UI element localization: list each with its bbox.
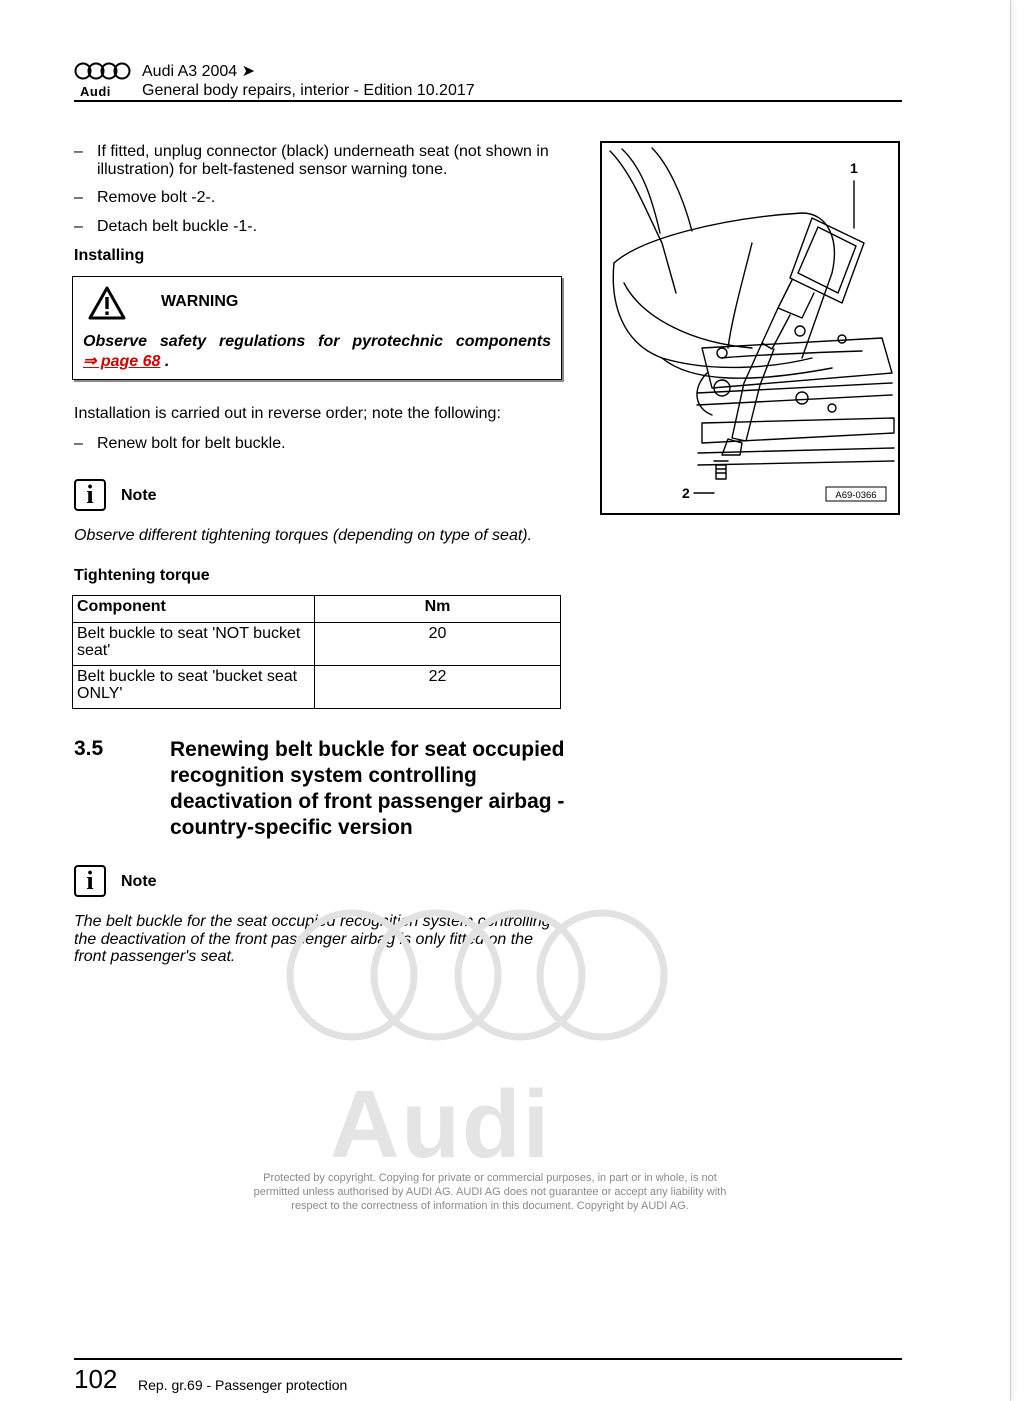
- figure-code: A69-0366: [835, 490, 877, 501]
- watermark-wordmark: Audi: [330, 1071, 552, 1178]
- torque-heading: Tightening torque: [74, 567, 210, 584]
- section-number: 3.5: [74, 737, 104, 760]
- step-dash: –: [74, 435, 83, 452]
- manual-subtitle: General body repairs, interior - Edition 10.2017: [142, 82, 475, 99]
- section-title: Renewing belt buckle for seat occupied recognition system controlling deactivation of front passenger airbag - country-specific version: [170, 738, 565, 839]
- step-dash: –: [74, 218, 83, 235]
- warning-text: Observe safety regulations for pyrotechnic components: [83, 333, 551, 350]
- cell-component: Belt buckle to seat 'NOT bucket seat': [73, 623, 315, 666]
- step-text: If fitted, unplug connector (black) underneath seat (not shown in illustration) for belt-fastened sensor warning tone.: [97, 143, 549, 178]
- cell-nm: 20: [315, 623, 561, 666]
- step-remove-bolt: [74, 189, 564, 207]
- page-68-link[interactable]: ⇒ page 68: [83, 353, 161, 370]
- audi-rings-logo: [74, 61, 132, 81]
- step-unplug-connector: [74, 143, 564, 179]
- note-label: Note: [121, 487, 157, 504]
- warning-link-suffix: .: [164, 353, 170, 370]
- manual-title: Audi A3 2004 ➤: [142, 63, 256, 80]
- installing-heading: Installing: [74, 247, 145, 264]
- step-text: Detach belt buckle -1-.: [97, 218, 258, 235]
- table-row: [73, 666, 561, 709]
- note-info-icon: i: [74, 865, 106, 897]
- step-dash: –: [74, 143, 83, 160]
- step-renew-bolt: [74, 435, 564, 453]
- watermark-rings-icon: [280, 905, 672, 1045]
- note-info-icon: i: [74, 479, 106, 511]
- copyright-notice: Protected by copyright. Copying for private or commercial purposes, in part or in whole, is not permitted unless authorised by AUDI AG. AUDI AG does not guarantee or accept any liability with respect to the correctness of information in this document. Copyright by AUDI AG.: [253, 1172, 727, 1212]
- audi-wordmark: Audi: [80, 84, 111, 99]
- col-component-header: Component: [73, 596, 315, 623]
- torque-table: [72, 595, 561, 709]
- step-detach-buckle: [74, 218, 564, 236]
- seat-belt-buckle-illustration: [600, 141, 900, 515]
- note-text-passenger-seat: The belt buckle for the seat occupied recognition system controlling the deactivation of the front passenger airbag is only fitted on the front passenger's seat.: [74, 913, 551, 965]
- header-rule: [74, 100, 902, 102]
- footer-rule: [74, 1358, 902, 1360]
- install-intro: Installation is carried out in reverse order; note the following:: [74, 405, 501, 422]
- warning-box: [72, 276, 562, 380]
- warning-link-line: [83, 351, 169, 371]
- col-nm-header: Nm: [315, 596, 561, 623]
- callout-1-label: 1: [850, 160, 858, 176]
- warning-triangle-icon: [87, 285, 127, 321]
- note-text-torques: Observe different tightening torques (depending on type of seat).: [74, 527, 533, 544]
- step-dash: –: [74, 189, 83, 206]
- seat-drawing: [602, 143, 898, 513]
- warning-title: WARNING: [161, 293, 239, 310]
- note-label: Note: [121, 873, 157, 890]
- callout-2-label: 2: [682, 485, 690, 501]
- step-text: Renew bolt for belt buckle.: [97, 435, 286, 452]
- table-row: [73, 623, 561, 666]
- cell-nm: 22: [315, 666, 561, 709]
- page-number: 102: [74, 1364, 118, 1394]
- table-header-row: [73, 596, 561, 623]
- step-text: Remove bolt -2-.: [97, 189, 216, 206]
- cell-component: Belt buckle to seat 'bucket seat ONLY': [73, 666, 315, 709]
- footer-chapter: Rep. gr.69 - Passenger protection: [138, 1377, 348, 1393]
